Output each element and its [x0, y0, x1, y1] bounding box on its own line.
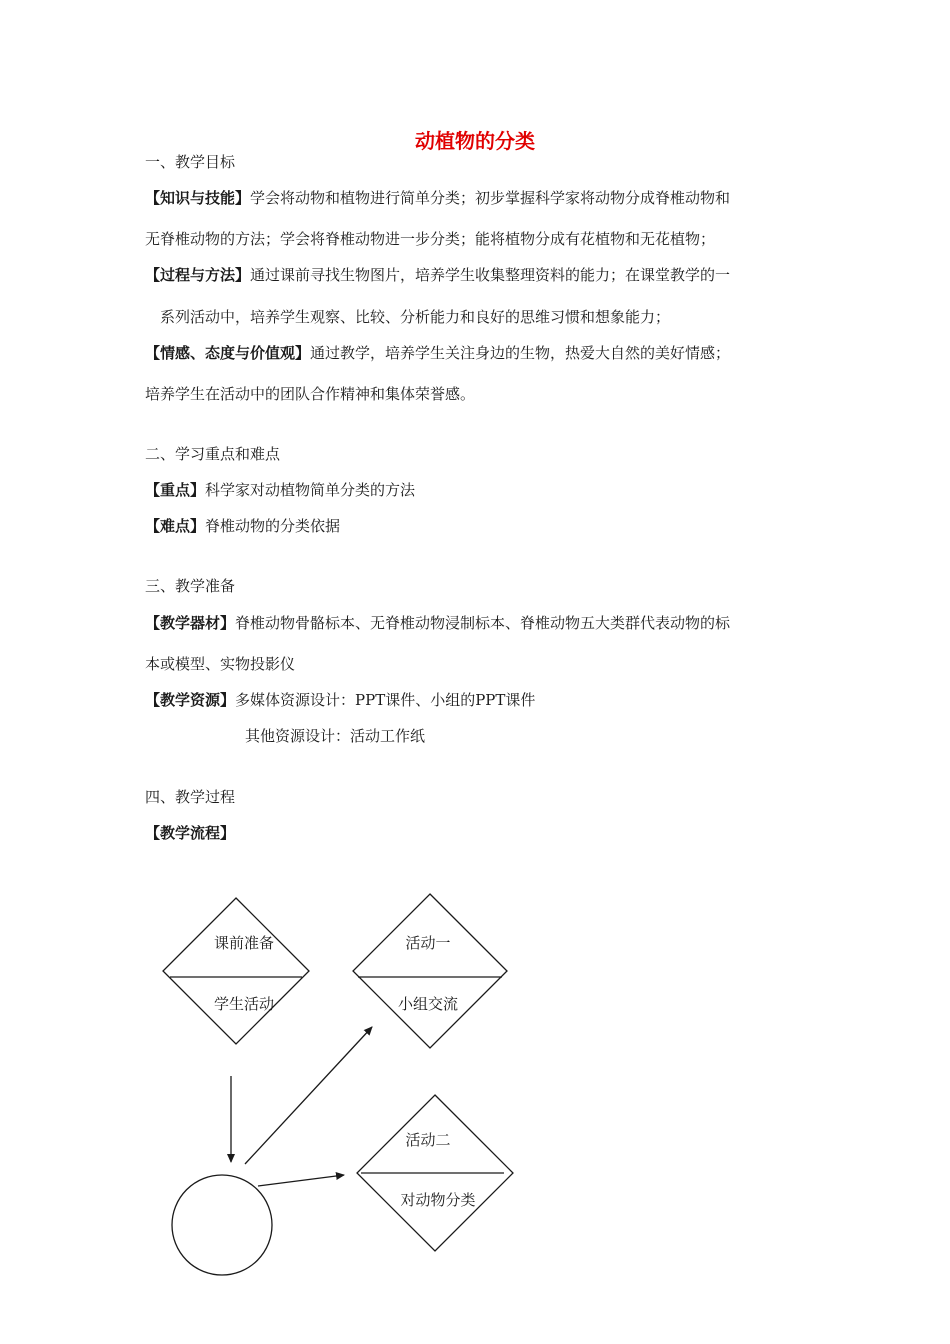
- difficult-text: 脊椎动物的分类依据: [205, 517, 341, 535]
- knowledge-text-1: 学会将动物和植物进行简单分类；初步掌握科学家将动物分成脊椎动物和: [250, 189, 731, 207]
- flow-node-activity-1: [353, 894, 507, 1048]
- section-heading-process: 四、教学过程: [145, 788, 236, 806]
- section-heading-objectives: 一、教学目标: [145, 153, 236, 171]
- flow-node-circle: [172, 1175, 272, 1275]
- section-heading-key-points: 二、学习重点和难点: [145, 445, 281, 463]
- emotion-text-2: 培养学生在活动中的团队合作精神和集体荣誉感。: [145, 385, 476, 403]
- knowledge-label: 【知识与技能】: [145, 189, 251, 207]
- flow-node-activity-2: [357, 1095, 513, 1251]
- page-title: 动植物的分类: [415, 129, 535, 153]
- resource-text-1: 多媒体资源设计：PPT课件、小组的PPT课件: [235, 691, 536, 709]
- node3-bottom-label: 对动物分类: [400, 1191, 476, 1209]
- process-label: 【过程与方法】: [145, 266, 251, 284]
- flow-label: 【教学流程】: [145, 824, 236, 842]
- resource-label: 【教学资源】: [145, 691, 236, 709]
- node1-bottom-label: 学生活动: [213, 995, 275, 1013]
- emotion-label: 【情感、态度与价值观】: [145, 344, 311, 362]
- flow-node-pre-class: [163, 898, 309, 1044]
- arrow-to-activity-2: [258, 1175, 344, 1186]
- process-text-2: 系列活动中，培养学生观察、比较、分析能力和良好的思维习惯和想象能力；: [160, 308, 671, 326]
- key-label: 【重点】: [145, 481, 206, 499]
- node3-top-label: 活动二: [405, 1131, 451, 1149]
- resource-text-2: 其他资源设计：活动工作纸: [245, 727, 426, 745]
- arrow-to-activity-1: [245, 1027, 372, 1164]
- section-heading-preparation: 三、教学准备: [145, 577, 236, 595]
- node2-top-label: 活动一: [405, 934, 451, 952]
- process-text-1: 通过课前寻找生物图片，培养学生收集整理资料的能力；在课堂教学的一: [250, 266, 731, 284]
- key-text: 科学家对动植物简单分类的方法: [205, 481, 416, 499]
- node2-bottom-label: 小组交流: [397, 995, 459, 1013]
- equipment-text-1: 脊椎动物骨骼标本、无脊椎动物浸制标本、脊椎动物五大类群代表动物的标: [235, 614, 731, 632]
- node1-top-label: 课前准备: [213, 934, 275, 952]
- equipment-text-2: 本或模型、实物投影仪: [145, 655, 296, 673]
- equipment-label: 【教学器材】: [145, 614, 236, 632]
- difficult-label: 【难点】: [145, 517, 206, 535]
- knowledge-text-2: 无脊椎动物的方法；学会将脊椎动物进一步分类；能将植物分成有花植物和无花植物；: [145, 230, 716, 248]
- emotion-text-1: 通过教学，培养学生关注身边的生物，热爱大自然的美好情感；: [310, 344, 731, 362]
